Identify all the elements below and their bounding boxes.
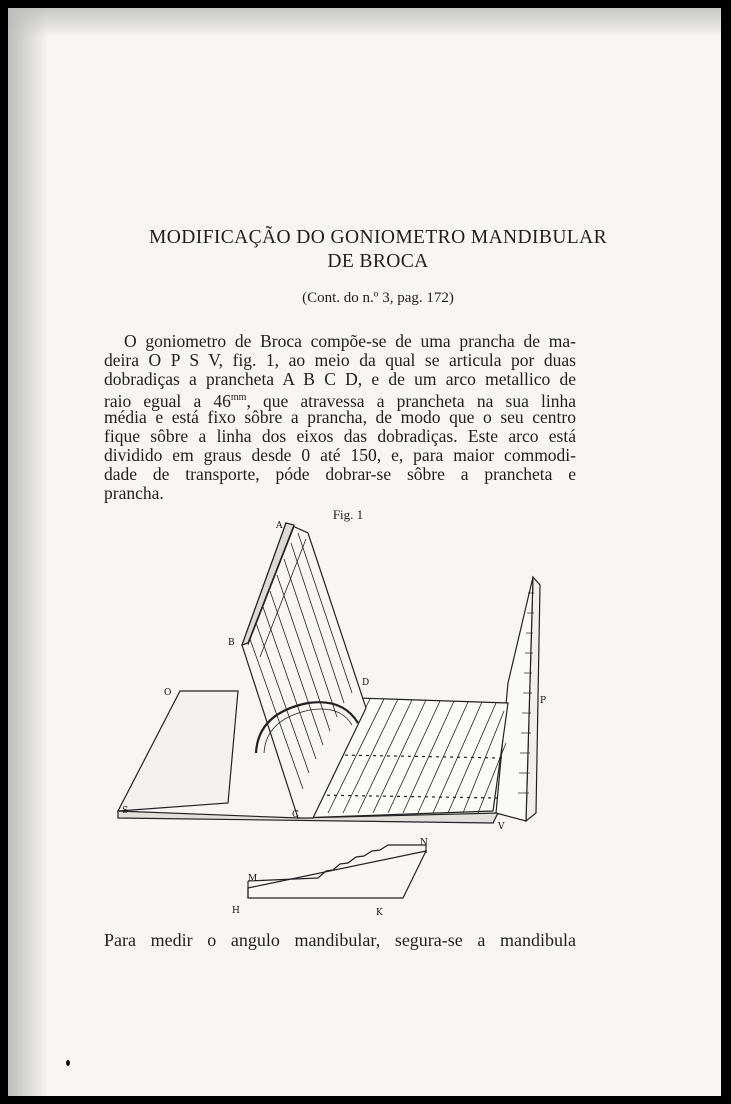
paragraph-line-7: dividido em graus desde 0 até 150, e, para maior commodi- bbox=[104, 445, 576, 465]
paragraph-line-3: dobradiças a prancheta A B C D, e de um arco metallico de bbox=[104, 369, 576, 389]
label-d: D bbox=[362, 678, 370, 688]
vertical-board-side bbox=[496, 577, 533, 821]
paragraph-line-4 bbox=[104, 389, 576, 411]
label-b: B bbox=[228, 638, 235, 648]
step-piece-face bbox=[248, 851, 426, 898]
print-speck bbox=[66, 1060, 70, 1066]
continuation-note: (Cont. do n.º 3, pag. 172) bbox=[302, 290, 454, 306]
article-title-line-2: DE BROCA bbox=[327, 251, 429, 272]
label-s: S bbox=[122, 806, 129, 816]
label-c: C bbox=[292, 810, 299, 820]
paragraph-line-5: média e está fixo sôbre a prancha, de modo que o seu centro bbox=[104, 407, 576, 427]
figure-drawing bbox=[118, 523, 540, 898]
paragraph-line-9: prancha. bbox=[104, 483, 164, 503]
label-k: K bbox=[376, 908, 383, 918]
paragraph-line-6: fique sôbre a linha dos eixos das dobradiças. Este arco está bbox=[104, 426, 576, 446]
label-v: V bbox=[498, 822, 505, 832]
scan-shadow-top bbox=[8, 8, 721, 38]
label-p: P bbox=[540, 696, 547, 706]
label-a: A bbox=[276, 521, 283, 531]
label-m: M bbox=[248, 874, 258, 884]
label-n: N bbox=[420, 838, 428, 848]
paragraph-line-2: deira O P S V, fig. 1, ao meio da qual se articula por duas bbox=[104, 350, 576, 370]
paragraph-line-8: dade de transporte, póde dobrar-se sôbre a prancheta e bbox=[104, 464, 576, 484]
label-o: O bbox=[164, 688, 172, 698]
figure-caption: Fig. 1 bbox=[332, 507, 364, 522]
paragraph-line-4-end: , que atravessa a prancheta na sua linha bbox=[246, 390, 576, 411]
millimetre-superscript: mm bbox=[230, 392, 247, 403]
goniometer-figure bbox=[108, 513, 568, 923]
label-h: H bbox=[232, 906, 240, 916]
paragraph-line-4-start: raio egual a 46 bbox=[104, 390, 231, 411]
closing-line: Para medir o angulo mandibular, segura-se a mandibula bbox=[104, 930, 576, 950]
paragraph-line-1: O goniometro de Broca compõe-se de uma prancha de ma- bbox=[124, 331, 576, 351]
plank-left-side bbox=[118, 691, 238, 811]
scan-shadow-left bbox=[8, 8, 48, 1096]
article-title-line-1: MODIFICAÇÃO DO GONIOMETRO MANDIBULAR bbox=[148, 227, 608, 248]
scanned-page bbox=[8, 8, 721, 1096]
